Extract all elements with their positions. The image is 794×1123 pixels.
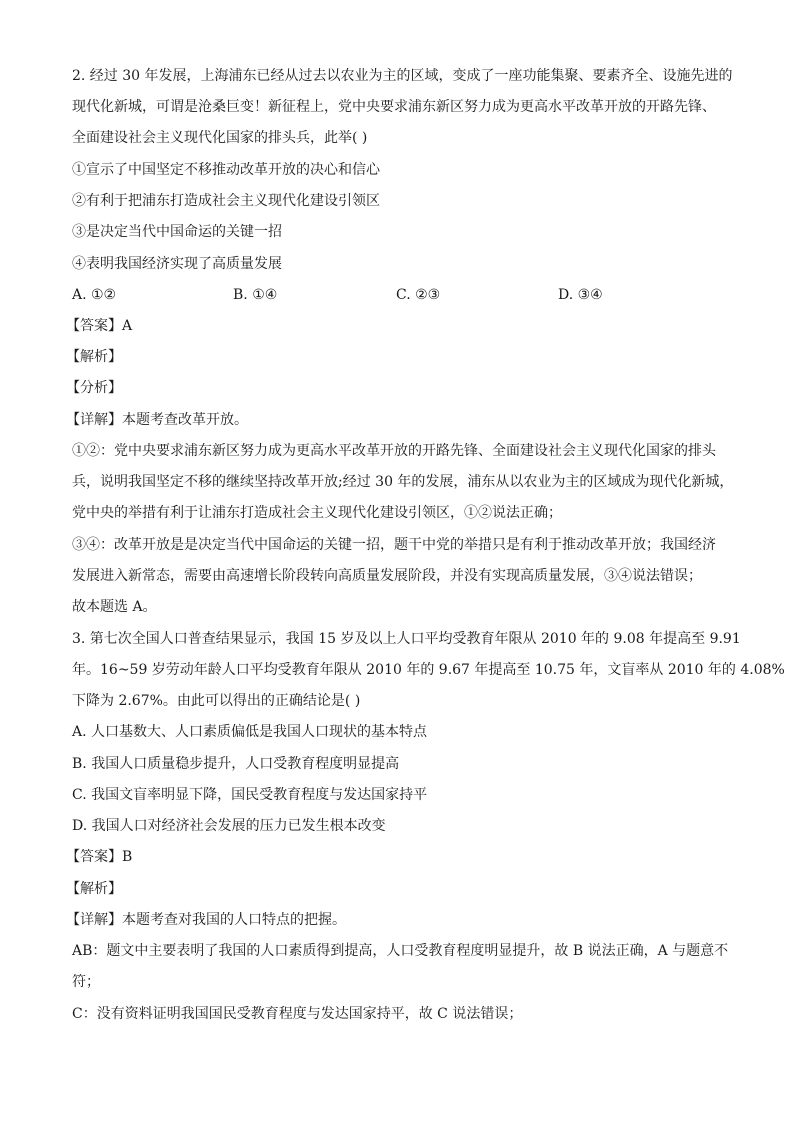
q2-item-3: ③是决定当代中国命运的关键一招 xyxy=(72,224,282,240)
q2-detail-line-1: 【详解】本题考查改革开放。 xyxy=(66,412,248,428)
q2-option-c: C. ②③ xyxy=(396,287,441,303)
q2-stem-line-1: 2. 经过 30 年发展，上海浦东已经从过去以农业为主的区域，变成了一座功能集聚、要素齐全、设施先进的 xyxy=(72,68,733,84)
q2-jiexi-heading: 【解析】 xyxy=(66,349,122,365)
q2-detail-line-5: ③④：改革开放是是决定当代中国命运的关键一招，题干中党的举措只是有利于推动改革开放；我国经济 xyxy=(72,537,716,553)
q2-option-d: D. ③④ xyxy=(558,287,603,303)
q2-detail-line-3: 兵，说明我国坚定不移的继续坚持改革开放;经过 30 年的发展，浦东从以农业为主的区域成为现代化新城， xyxy=(72,474,734,490)
q3-jiexi-heading: 【解析】 xyxy=(66,881,122,897)
q2-item-4: ④表明我国经济实现了高质量发展 xyxy=(72,256,282,272)
q3-detail-line-4: C：没有资料证明我国国民受教育程度与发达国家持平，故 C 说法错误； xyxy=(72,1006,523,1022)
q2-item-2: ②有利于把浦东打造成社会主义现代化建设引领区 xyxy=(72,193,380,209)
q3-answer: 【答案】B xyxy=(66,849,133,865)
q3-detail-line-2: AB：题文中主要表明了我国的人口素质得到提高，人口受教育程度明显提升，故 B 说法正确，A 与题意不 xyxy=(72,943,729,959)
q2-item-1: ①宣示了中国坚定不移推动改革开放的决心和信心 xyxy=(72,162,380,178)
q2-detail-line-7: 故本题选 A。 xyxy=(72,599,157,615)
q2-stem-line-2: 现代化新城，可谓是沧桑巨变！新征程上，党中央要求浦东新区努力成为更高水平改革开放的开路先锋、 xyxy=(72,99,716,115)
q2-stem-line-3: 全面建设社会主义现代化国家的排头兵，此举( ) xyxy=(72,130,368,146)
q3-option-b: B. 我国人口质量稳步提升，人口受教育程度明显提高 xyxy=(72,756,400,772)
q2-answer: 【答案】A xyxy=(66,318,133,334)
q2-detail-line-2: ①②：党中央要求浦东新区努力成为更高水平改革开放的开路先锋、全面建设社会主义现代化国家的排头 xyxy=(72,443,716,459)
q2-detail-line-4: 党中央的举措有利于让浦东打造成社会主义现代化建设引领区，①②说法正确； xyxy=(72,505,562,521)
q2-fenxi-heading: 【分析】 xyxy=(66,380,122,396)
q3-option-d: D. 我国人口对经济社会发展的压力已发生根本改变 xyxy=(72,818,386,834)
q3-option-c: C. 我国文盲率明显下降，国民受教育程度与发达国家持平 xyxy=(72,787,428,803)
q3-stem-line-1: 3. 第七次全国人口普查结果显示，我国 15 岁及以上人口平均受教育年限从 2010 年的 9.08 年提高至 9.91 xyxy=(72,631,741,647)
q3-stem-line-2: 年。16~59 岁劳动年龄人口平均受教育年限从 2010 年的 9.67 年提高至 10.75 年，文盲率从 2010 年的 4.08% xyxy=(72,662,785,678)
q2-option-a: A. ①② xyxy=(72,287,117,303)
q2-option-b: B. ①④ xyxy=(233,287,278,303)
q3-stem-line-3: 下降为 2.67%。由此可以得出的正确结论是( ) xyxy=(72,693,361,709)
q3-option-a: A. 人口基数大、人口素质偏低是我国人口现状的基本特点 xyxy=(72,724,428,740)
q3-detail-line-1: 【详解】本题考查对我国的人口特点的把握。 xyxy=(66,912,346,928)
q2-detail-line-6: 发展进入新常态，需要由高速增长阶段转向高质量发展阶段，并没有实现高质量发展，③④说法错误； xyxy=(72,568,702,584)
q3-detail-line-3: 符； xyxy=(72,974,100,990)
